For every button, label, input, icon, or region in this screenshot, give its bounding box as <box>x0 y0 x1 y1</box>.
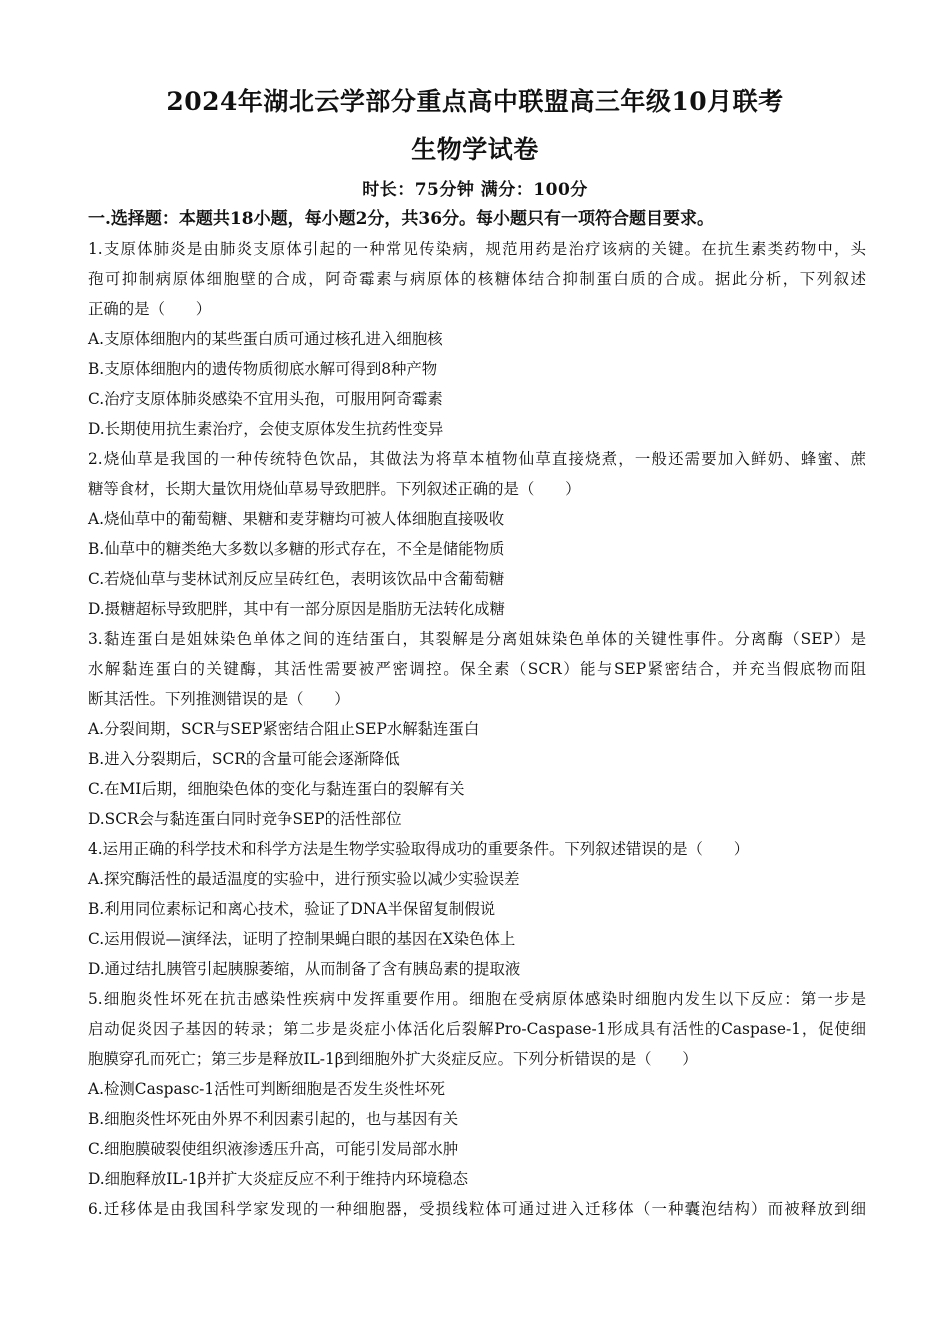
question-5-stem-line-3: 胞膜穿孔而死亡；第三步是释放IL-1β到细胞外扩大炎症反应。下列分析错误的是（ ） <box>88 1050 698 1068</box>
question-4-option-c: C.运用假说—演绎法，证明了控制果蝇白眼的基因在X染色体上 <box>88 930 516 948</box>
question-2-option-b: B.仙草中的糖类绝大多数以多糖的形式存在，不全是储能物质 <box>88 540 505 558</box>
exam-title: 2024年湖北云学部分重点高中联盟高三年级10月联考 <box>166 87 784 116</box>
question-1-option-c: C.治疗支原体肺炎感染不宜用头孢，可服用阿奇霉素 <box>88 390 443 408</box>
question-1-option-b: B.支原体细胞内的遗传物质彻底水解可得到8种产物 <box>88 360 438 378</box>
question-2-option-a: A.烧仙草中的葡萄糖、果糖和麦芽糖均可被人体细胞直接吸收 <box>88 510 505 528</box>
question-3-option-a: A.分裂间期，SCR与SEP紧密结合阻止SEP水解黏连蛋白 <box>88 720 480 738</box>
question-1-stem-line-3: 正确的是（ ） <box>88 300 212 318</box>
question-2-option-d: D.摄糖超标导致肥胖，其中有一部分原因是脂肪无法转化成糖 <box>88 600 505 618</box>
question-2-stem-line-2: 糖等食材，长期大量饮用烧仙草易导致肥胖。下列叙述正确的是（ ） <box>88 480 581 498</box>
question-5-option-b: B.细胞炎性坏死由外界不利因素引起的，也与基因有关 <box>88 1110 459 1128</box>
question-1-stem-line-2: 孢可抑制病原体细胞壁的合成，阿奇霉素与病原体的核糖体结合抑制蛋白质的合成。据此分析，下列叙述 <box>88 270 866 288</box>
question-2-option-c: C.若烧仙草与斐林试剂反应呈砖红色，表明该饮品中含葡萄糖 <box>88 570 505 588</box>
question-3-option-b: B.进入分裂期后，SCR的含量可能会逐渐降低 <box>88 750 400 768</box>
question-4-option-b: B.利用同位素标记和离心技术，验证了DNA半保留复制假说 <box>88 900 496 918</box>
question-4-option-a: A.探究酶活性的最适温度的实验中，进行预实验以减少实验误差 <box>88 870 520 888</box>
question-5-option-d: D.细胞释放IL-1β并扩大炎症反应不利于维持内环境稳态 <box>88 1170 469 1188</box>
question-1-option-d: D.长期使用抗生素治疗，会使支原体发生抗药性变异 <box>88 420 444 438</box>
question-6-stem-line-1: 6.迁移体是由我国科学家发现的一种细胞器，受损线粒体可通过进入迁移体（一种囊泡结构）而被释放到细 <box>88 1200 866 1218</box>
question-3-stem-line-1: 3.黏连蛋白是姐妹染色单体之间的连结蛋白，其裂解是分离姐妹染色单体的关键性事件。分离酶（SEP）是 <box>88 630 866 648</box>
question-3-option-c: C.在MI后期，细胞染色体的变化与黏连蛋白的裂解有关 <box>88 780 465 798</box>
question-3-option-d: D.SCR会与黏连蛋白同时竞争SEP的活性部位 <box>88 810 402 828</box>
question-list <box>88 234 866 1224</box>
question-3-stem-line-3: 断其活性。下列推测错误的是（ ） <box>88 690 350 708</box>
question-5-option-c: C.细胞膜破裂使组织液渗透压升高，可能引发局部水肿 <box>88 1140 459 1158</box>
question-5-stem-line-2: 启动促炎因子基因的转录；第二步是炎症小体活化后裂解Pro-Caspase-1形成具有活性的Caspase-1，促使细 <box>88 1020 866 1038</box>
exam-info: 时长：75分钟 满分：100分 <box>362 180 588 200</box>
question-4-stem-line-1: 4.运用正确的科学技术和科学方法是生物学实验取得成功的重要条件。下列叙述错误的是（ ） <box>88 840 750 858</box>
question-4-option-d: D.通过结扎胰管引起胰腺萎缩，从而制备了含有胰岛素的提取液 <box>88 960 521 978</box>
question-3-stem-line-2: 水解黏连蛋白的关键酶，其活性需要被严密调控。保全素（SCR）能与SEP紧密结合，并充当假底物而阻 <box>88 660 866 678</box>
section-heading: 一.选择题：本题共18小题，每小题2分，共36分。每小题只有一项符合题目要求。 <box>88 209 715 229</box>
question-1-option-a: A.支原体细胞内的某些蛋白质可通过核孔进入细胞核 <box>88 330 443 348</box>
question-5-option-a: A.检测Caspasc-1活性可判断细胞是否发生炎性坏死 <box>88 1080 446 1098</box>
question-5-stem-line-1: 5.细胞炎性坏死在抗击感染性疾病中发挥重要作用。细胞在受病原体感染时细胞内发生以下反应：第一步是 <box>88 990 866 1008</box>
question-2-stem-line-1: 2.烧仙草是我国的一种传统特色饮品，其做法为将草本植物仙草直接烧煮，一般还需要加入鲜奶、蜂蜜、蔗 <box>88 450 866 468</box>
exam-subtitle: 生物学试卷 <box>411 135 539 164</box>
question-1-stem-line-1: 1.支原体肺炎是由肺炎支原体引起的一种常见传染病，规范用药是治疗该病的关键。在抗生素类药物中，头 <box>88 240 866 258</box>
